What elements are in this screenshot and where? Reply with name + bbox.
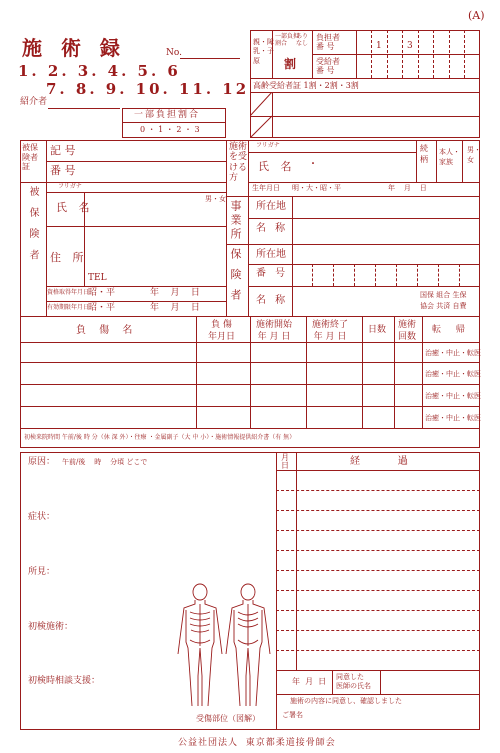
- insured-address-field[interactable]: [86, 228, 224, 272]
- patient-gender[interactable]: 男・女: [467, 146, 481, 164]
- patient-name-field[interactable]: ・: [308, 159, 318, 170]
- record-number-label: No.: [166, 48, 182, 58]
- patient-name-label: 氏 名: [258, 160, 296, 173]
- col-visits: 施術 回数: [398, 320, 417, 342]
- visit-numbers-row1[interactable]: 1. 2. 3. 4. 5. 6: [18, 62, 181, 80]
- initial-treatment-label: 初検施術：: [28, 622, 74, 632]
- patient-furigana-label: フリガナ: [256, 142, 280, 149]
- wari-label: 割: [284, 57, 297, 71]
- ari-nashi-label: あり なし: [296, 33, 309, 48]
- symptoms-label: 症状：: [28, 512, 56, 522]
- office-address-label: 所在地: [256, 201, 286, 212]
- payer-digit: 1: [376, 41, 382, 51]
- tel-label: TEL: [88, 273, 107, 283]
- insured-symbol-label: 記 号: [50, 144, 76, 157]
- col-end-date: 施術終了 年 月 日: [312, 320, 349, 342]
- qual-date-label: 資格取得年月日: [47, 289, 90, 296]
- qual-date-era[interactable]: 昭・平: [88, 288, 116, 298]
- col-days: 日数: [368, 325, 387, 335]
- insured-number-field[interactable]: [88, 163, 224, 180]
- insured-symbol-field[interactable]: [88, 142, 224, 159]
- record-number-field[interactable]: [180, 58, 240, 59]
- payer-number-cells[interactable]: [356, 30, 480, 78]
- first-visit-line[interactable]: 初検来院時間 午前/後 時 分（休 深 外）・往療 ・金属副子（大 中 小）・施術情報提供紹介書（有 無）: [24, 434, 296, 441]
- recipient-number-label: 受給者 番 号: [316, 57, 340, 76]
- qual-date-ymd[interactable]: 年 月 日: [150, 288, 200, 298]
- slash-cells: [250, 92, 273, 138]
- form-variant-label: (A): [468, 9, 485, 22]
- insured-card-label: 被保険者証: [22, 143, 38, 172]
- office-name-label: 名 称: [256, 223, 289, 234]
- insured-name-field[interactable]: [86, 194, 196, 224]
- partial-burden-label: 一部負担割合: [134, 110, 201, 120]
- relation-values[interactable]: 本人・家族: [439, 148, 460, 166]
- signature-label: ご署名: [282, 711, 303, 719]
- outcome-options-row3[interactable]: 治癒・中止・転医: [425, 392, 481, 400]
- consent-confirm: 施術の内容に同意し、確認しました: [290, 697, 402, 705]
- consent-doctor-label: 同意した 医師の氏名: [336, 673, 371, 691]
- insured-furigana-label: フリガナ: [58, 183, 82, 190]
- insured-name-label: 氏 名: [56, 201, 94, 214]
- insured-gender[interactable]: 男・女: [205, 195, 226, 203]
- consent-doctor-field[interactable]: [382, 672, 478, 692]
- col-injury-date: 負 傷 年月日: [208, 320, 236, 342]
- elderly-cert-label[interactable]: 高齢受給者証 1割・2割・3割: [253, 81, 359, 90]
- consent-date[interactable]: 年 月 日: [292, 677, 327, 686]
- page-title: 施 術 録: [22, 36, 126, 60]
- body-diagram[interactable]: [176, 580, 272, 710]
- valid-date-ymd[interactable]: 年 月 日: [150, 303, 200, 313]
- insurer-types[interactable]: 国保 組合 生保 協会 共済 自費: [420, 291, 467, 310]
- col-start-date: 施術開始 年 月 日: [256, 320, 293, 342]
- body-diagram-caption: 受傷部位（図解）: [196, 714, 260, 723]
- referrer-field[interactable]: [48, 108, 120, 109]
- footer-association: 公益社団法人 東京都柔道接骨師会: [178, 738, 336, 748]
- cause-label: 原因：: [28, 457, 56, 467]
- insurer-number-label: 番 号: [256, 268, 289, 279]
- relation-labels[interactable]: 親・障 乳・子 原: [253, 38, 274, 65]
- insurer-name-label: 名 称: [256, 295, 289, 306]
- birth-eras[interactable]: 明・大・昭・平: [292, 184, 341, 192]
- ratio-label: 一部負担 割合: [275, 33, 300, 48]
- findings-label: 所見：: [28, 567, 56, 577]
- outcome-options-row2[interactable]: 治癒・中止・転医: [425, 370, 481, 378]
- partial-burden-options[interactable]: 0 ・ 1 ・ 2 ・ 3: [140, 125, 200, 134]
- birth-label: 生年月日: [252, 184, 280, 192]
- payer-digit: 3: [407, 41, 413, 51]
- relation-label: 続柄: [420, 144, 428, 165]
- birth-ymd[interactable]: 年 月 日: [388, 184, 427, 192]
- insurer-side-label: 保 険 者: [229, 248, 242, 303]
- insurer-number-cells[interactable]: [292, 264, 480, 286]
- progress-month-day-label: 月 日: [281, 453, 289, 471]
- patient-side-label: 施術を受ける方: [229, 142, 248, 184]
- office-side-label: 事業所: [229, 200, 242, 242]
- body-back-figure: [178, 584, 222, 706]
- progress-entries[interactable]: [276, 470, 480, 670]
- progress-header: 経 過: [350, 456, 413, 467]
- visit-numbers-row2[interactable]: 7. 8. 9. 10. 11. 12: [46, 80, 250, 98]
- payer-number-label: 負担者 番 号: [316, 33, 340, 52]
- signature-field[interactable]: [310, 708, 476, 728]
- initial-consult-label: 初検時相談支援：: [28, 676, 101, 686]
- cause-time[interactable]: 午前/後 時 分頃 どこで: [62, 458, 148, 466]
- outcome-options-row4[interactable]: 治癒・中止・転医: [425, 414, 481, 422]
- col-injury-name: 負 傷 名: [76, 325, 138, 336]
- insured-number-label: 番 号: [50, 164, 76, 177]
- insurer-address-label: 所在地: [256, 249, 286, 260]
- referrer-label: 紹介者: [20, 97, 48, 107]
- col-outcome: 転 帰: [432, 325, 471, 335]
- insured-address-label: 住 所: [50, 251, 88, 264]
- body-front-figure: [226, 584, 270, 706]
- insured-side-label: 被 保 険 者: [27, 186, 38, 264]
- valid-date-era[interactable]: 昭・平: [88, 303, 116, 313]
- valid-date-label: 有効期限年月日: [47, 304, 90, 311]
- outcome-options-row1[interactable]: 治癒・中止・転医: [425, 349, 481, 357]
